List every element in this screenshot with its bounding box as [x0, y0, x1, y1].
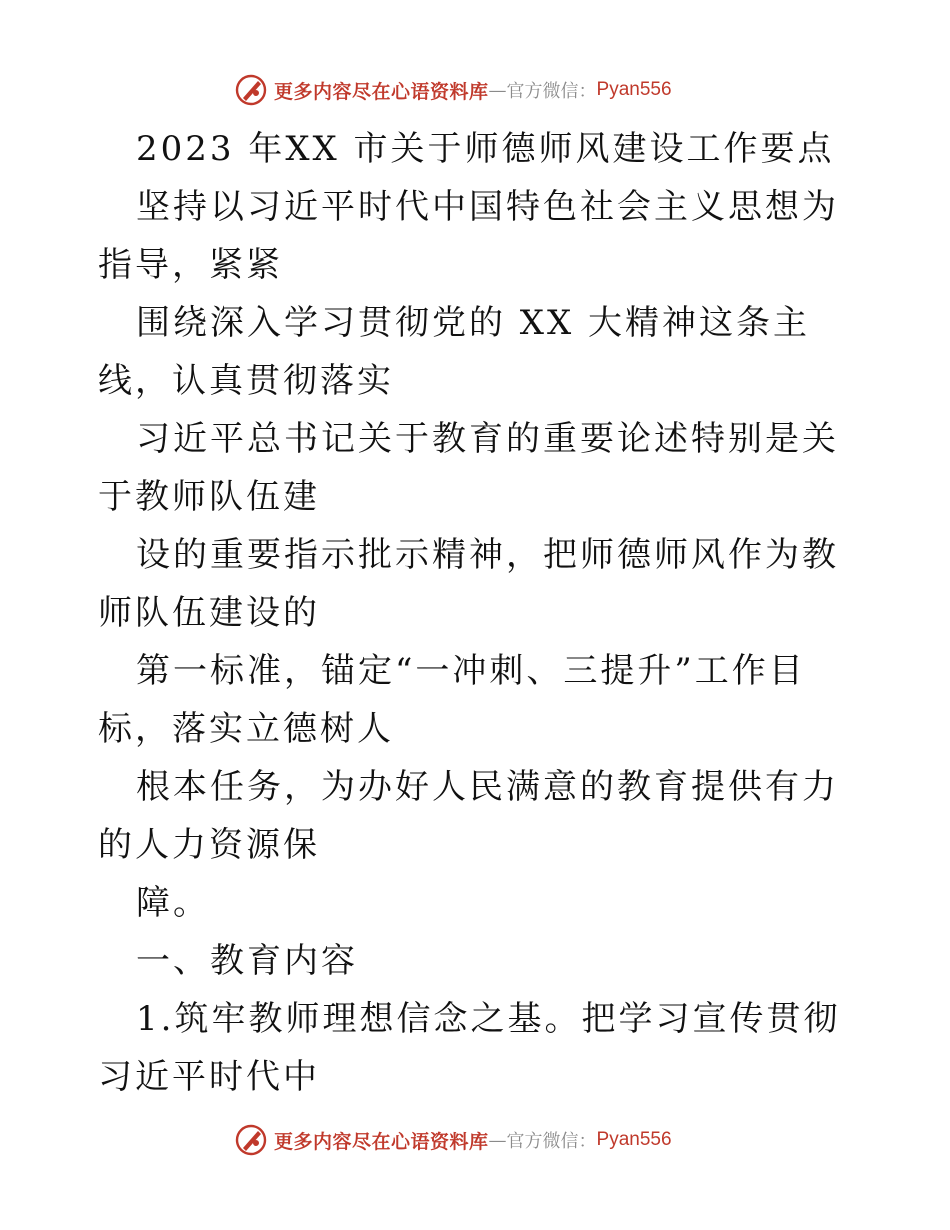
paragraph-4: 设的重要指示批示精神，把师德师风作为教师队伍建设的	[98, 535, 839, 633]
document-title: 2023 年XX 市关于师德师风建设工作要点	[136, 129, 835, 169]
section-heading: 一、教育内容	[136, 941, 358, 981]
watermark-main-text: 更多内容尽在心语资料库	[274, 80, 489, 103]
watermark-footer	[234, 1120, 754, 1160]
paragraph-9: 1.筑牢教师理想信念之基。把学习宣传贯彻习近平时代中	[98, 999, 841, 1097]
watermark-wechat-label: 官方微信：	[506, 81, 597, 102]
paragraph-1: 坚持以习近平时代中国特色社会主义思想为指导，紧紧	[98, 187, 839, 285]
watermark-dash: —	[488, 1129, 507, 1151]
pen-circle-logo-icon	[234, 73, 268, 107]
paragraph-3: 习近平总书记关于教育的重要论述特别是关于教师队伍建	[98, 419, 839, 517]
watermark-main-text: 更多内容尽在心语资料库	[274, 1130, 489, 1153]
paragraph-7: 障。	[136, 883, 210, 923]
document-body	[98, 120, 858, 1106]
paragraph-2: 围绕深入学习贯彻党的 XX 大精神这条主线，认真贯彻落实	[98, 303, 811, 401]
watermark-dash: —	[488, 79, 507, 101]
watermark-header	[234, 70, 754, 110]
watermark-wechat-label: 官方微信：	[506, 1131, 597, 1152]
paragraph-6: 根本任务，为办好人民满意的教育提供有力的人力资源保	[98, 767, 839, 865]
paragraph-5: 第一标准，锚定“一冲刺、三提升”工作目标，落实立德树人	[98, 651, 806, 749]
watermark-wechat-id: Pyan556	[596, 79, 672, 100]
pen-circle-logo-icon	[234, 1123, 268, 1157]
watermark-wechat-id: Pyan556	[596, 1129, 672, 1150]
